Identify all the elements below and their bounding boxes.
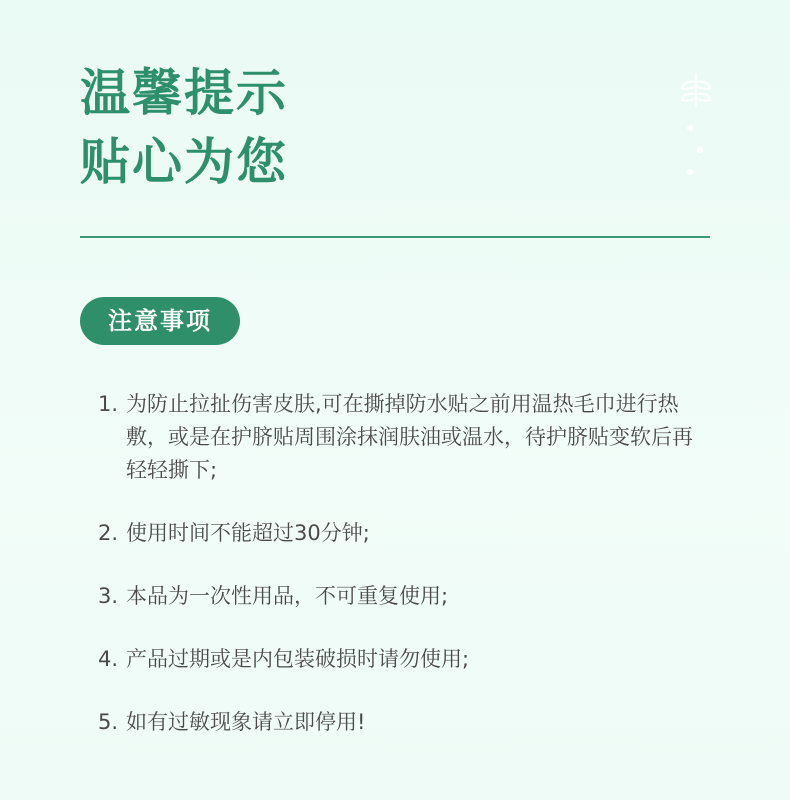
note-number: 2. bbox=[98, 521, 119, 545]
note-text: 使用时间不能超过30分钟; bbox=[126, 521, 370, 545]
note-number: 3. bbox=[98, 584, 119, 608]
note-item bbox=[98, 643, 698, 676]
note-item bbox=[98, 388, 698, 487]
section-badge: 注意事项 bbox=[80, 297, 240, 345]
note-item bbox=[98, 580, 698, 613]
note-number: 4. bbox=[98, 647, 119, 671]
note-text: 如有过敏现象请立即停用! bbox=[126, 710, 366, 734]
note-text: 本品为一次性用品，不可重复使用; bbox=[126, 584, 449, 608]
section-divider bbox=[80, 236, 710, 238]
note-number: 5. bbox=[98, 710, 119, 734]
notes-list bbox=[98, 388, 698, 739]
note-text: 产品过期或是内包装破损时请勿使用; bbox=[126, 647, 470, 671]
page-title-line-2: 贴心为您 bbox=[80, 133, 288, 191]
note-item bbox=[98, 517, 698, 550]
note-text: 为防止拉扯伤害皮肤,可在撕掉防水贴之前用温热毛巾进行热敷，或是在护脐贴周围涂抹润肤油或温水，待护脐贴变软后再轻轻撕下; bbox=[126, 392, 693, 482]
leaf-sprig-icon bbox=[676, 72, 716, 192]
note-number: 1. bbox=[98, 392, 119, 416]
note-item bbox=[98, 706, 698, 739]
page-title-line-1: 温馨提示 bbox=[80, 64, 288, 122]
